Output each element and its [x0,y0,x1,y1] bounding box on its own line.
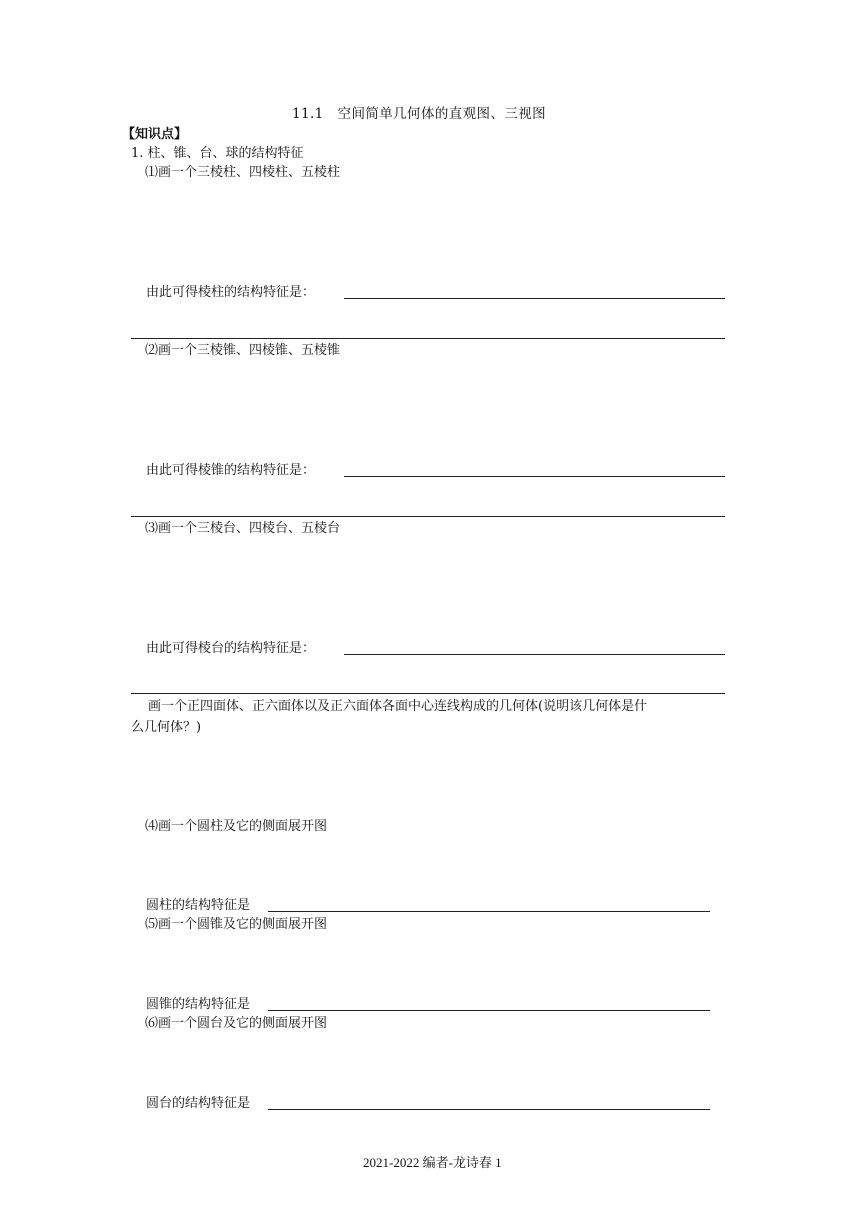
cylinder-prompt: ⑷画一个圆柱及它的侧面展开图 [145,819,328,834]
topic-heading: 1. 柱、锥、台、球的结构特征 [131,146,304,161]
prism-prompt: ⑴画一个三棱柱、四棱柱、五棱柱 [145,165,341,180]
prism-feature-label: 由此可得棱柱的结构特征是： [146,285,316,300]
cylinder-feature-label: 圆柱的结构特征是 [146,898,251,913]
prism-answer-line-1[interactable] [344,298,725,299]
pyramid-feature-label: 由此可得棱锥的结构特征是： [146,463,316,478]
frustum-answer-line-2[interactable] [131,693,725,694]
cone-prompt: ⑸画一个圆锥及它的侧面展开图 [145,917,328,932]
pyramid-answer-line-2[interactable] [131,516,725,517]
pyramid-answer-line-1[interactable] [344,476,725,477]
frustum-cone-feature-label: 圆台的结构特征是 [146,1096,251,1111]
frustum-prompt: ⑶画一个三棱台、四棱台、五棱台 [145,521,341,536]
polyhedra-prompt-line-1: 画一个正四面体、正六面体以及正六面体各面中心连线构成的几何体(说明该几何体是什 [148,699,648,714]
section-heading: 【知识点】 [122,127,188,142]
cone-answer-line[interactable] [268,1010,710,1011]
frustum-feature-label: 由此可得棱台的结构特征是： [146,641,316,656]
polyhedra-prompt-line-2: 么几何体？) [131,720,202,735]
page-title: 11.1 空间简单几何体的直观图、三视图 [292,106,547,122]
frustum-answer-line-1[interactable] [344,654,725,655]
prism-answer-line-2[interactable] [131,338,725,339]
page-footer: 2021-2022 编者-龙诗春 1 [363,1155,502,1170]
frustum-cone-prompt: ⑹画一个圆台及它的侧面展开图 [145,1016,328,1031]
cone-feature-label: 圆锥的结构特征是 [146,997,251,1012]
pyramid-prompt: ⑵画一个三棱锥、四棱锥、五棱锥 [145,343,341,358]
frustum-cone-answer-line[interactable] [268,1109,710,1110]
cylinder-answer-line[interactable] [268,911,710,912]
